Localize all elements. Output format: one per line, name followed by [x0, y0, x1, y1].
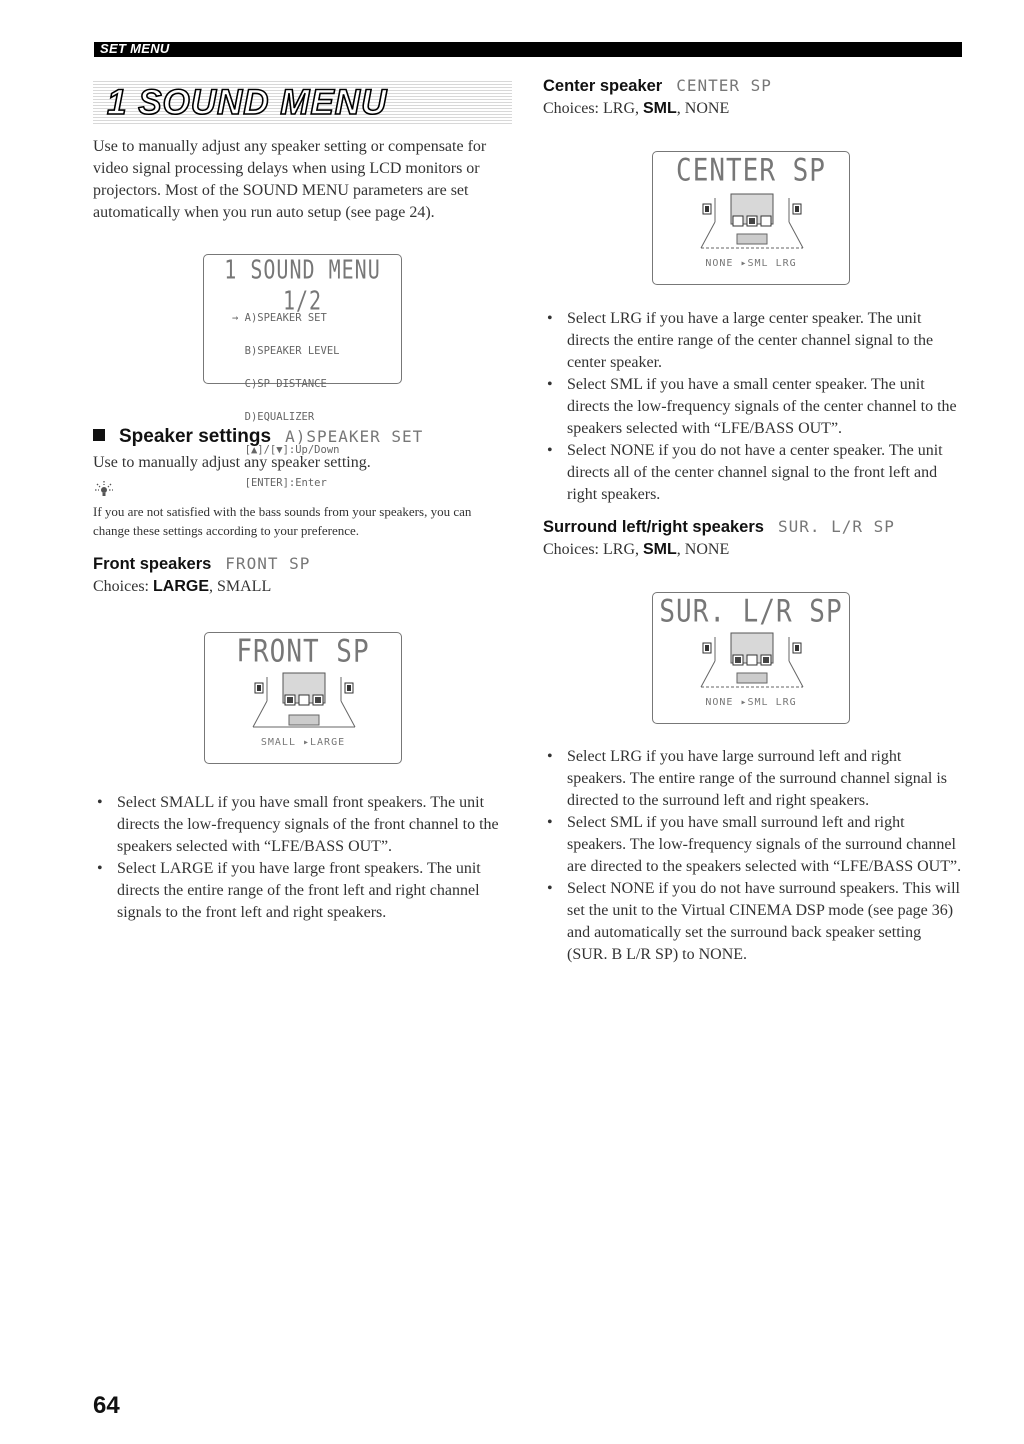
choices-rest: , SMALL: [209, 578, 272, 595]
speaker-settings-title: Speaker settings: [119, 426, 272, 447]
list-item: • Select SML if you have small surround left and right speakers. The low-frequency signals of the surround channel are directed to the speakers selected with “LFE/BASS OUT”.: [543, 812, 963, 878]
screen-line: [ENTER]:Enter: [232, 477, 327, 489]
screen-line: C)SP DISTANCE: [232, 378, 327, 390]
speaker-settings-lcd: A)SPEAKER SET: [285, 427, 424, 446]
speaker-settings-desc: Use to manually adjust any speaker setting.: [93, 454, 371, 471]
choices-label: Choices:: [93, 578, 149, 595]
center-speaker-heading: [543, 76, 772, 96]
choices-pre: LRG,: [603, 100, 643, 117]
screen-line: → A)SPEAKER SET: [232, 312, 327, 324]
front-speakers-title: Front speakers: [93, 555, 212, 573]
center-speaker-screen: [652, 151, 850, 285]
tip-icon: [93, 480, 115, 498]
choice-default: SML: [643, 100, 677, 117]
surround-speakers-heading: [543, 517, 895, 537]
screen-line: B)SPEAKER LEVEL: [232, 345, 340, 357]
front-speaker-screen: [204, 632, 402, 764]
choices-rest: , NONE: [676, 100, 730, 117]
sound-menu-screen-lines: [232, 291, 339, 511]
center-screen-options: NONE ▸SML LRG: [705, 258, 797, 269]
front-speaker-layout-icon: [245, 669, 363, 739]
choice-default: SML: [643, 541, 677, 558]
center-speaker-title: Center speaker: [543, 77, 663, 95]
front-screen-title: FRONT SP: [236, 634, 370, 670]
section-title: [93, 80, 512, 124]
square-bullet-icon: [93, 429, 105, 441]
tip-text: If you are not satisfied with the bass sounds from your speakers, you can change these settings according to your preference.: [93, 504, 472, 538]
speaker-settings-heading: [93, 426, 423, 448]
front-speakers-heading: [93, 554, 310, 574]
surround-speaker-screen: [652, 592, 850, 724]
center-speaker-layout-icon: [693, 190, 811, 256]
center-choices: [543, 100, 729, 118]
surround-screen-options: NONE ▸SML LRG: [705, 697, 797, 708]
list-item: • Select NONE if you do not have a center speaker. The unit directs all of the center channel signal to the front left and right speakers.: [543, 440, 963, 506]
section-title-text: 1 SOUND MENU: [107, 83, 388, 122]
choices-rest: , NONE: [676, 541, 730, 558]
choices-label: Choices:: [543, 541, 599, 558]
choices-label: Choices:: [543, 100, 599, 117]
list-item: • Select NONE if you do not have surround speakers. This will set the unit to the Virtual CINEMA DSP mode (see page 36) and automatically set the surround back speaker setting (SUR. B L/R SP) to NONE.: [543, 878, 963, 966]
surround-speaker-layout-icon: [693, 629, 811, 695]
center-speaker-lcd: CENTER SP: [676, 76, 772, 95]
front-choices: [93, 578, 271, 596]
header-tab: SET MENU: [100, 41, 170, 56]
front-screen-options: SMALL ▸LARGE: [260, 737, 346, 748]
page-number: 64: [93, 1392, 120, 1419]
front-bullets: [93, 792, 505, 924]
list-item: • Select SMALL if you have small front speakers. The unit directs the low-frequency signals of the front channel to the speakers selected with “LFE/BASS OUT”.: [93, 792, 505, 858]
center-bullets: [543, 308, 963, 506]
sound-menu-screen-title: 1 SOUND MENU 1/2: [224, 253, 381, 317]
screen-line: D)EQUALIZER: [232, 411, 315, 423]
center-screen-title: CENTER SP: [676, 153, 826, 189]
screen-line: [▲]/[▼]:Up/Down: [232, 444, 340, 456]
choices-pre: LRG,: [603, 541, 643, 558]
list-item: • Select SML if you have a small center speaker. The unit directs the low-frequency signals of the center channel to the speakers selected with “LFE/BASS OUT”.: [543, 374, 963, 440]
surround-speakers-lcd: SUR. L/R SP: [777, 517, 895, 536]
surround-speakers-title: Surround left/right speakers: [543, 518, 764, 536]
list-item: • Select LRG if you have large surround left and right speakers. The entire range of the surround channel signal is directed to the surround left and right speakers.: [543, 746, 963, 812]
choice-default: LARGE: [153, 578, 209, 595]
list-item: • Select LARGE if you have large front speakers. The unit directs the entire range of the front left and right channel signals to the front left and right speakers.: [93, 858, 505, 924]
surround-bullets: [543, 746, 963, 966]
list-item: • Select LRG if you have a large center speaker. The unit directs the entire range of the center channel signal to the center speaker.: [543, 308, 963, 374]
header-bar: [94, 42, 962, 57]
intro-paragraph: Use to manually adjust any speaker setting or compensate for video signal processing delays when using LCD monitors or projectors. Most of the SOUND MENU parameters are set automatically when you run auto setup (see page 24).: [93, 138, 487, 221]
front-speakers-lcd: FRONT SP: [225, 554, 311, 573]
surround-choices: [543, 541, 729, 559]
surround-screen-title: SUR. L/R SP: [659, 594, 843, 630]
